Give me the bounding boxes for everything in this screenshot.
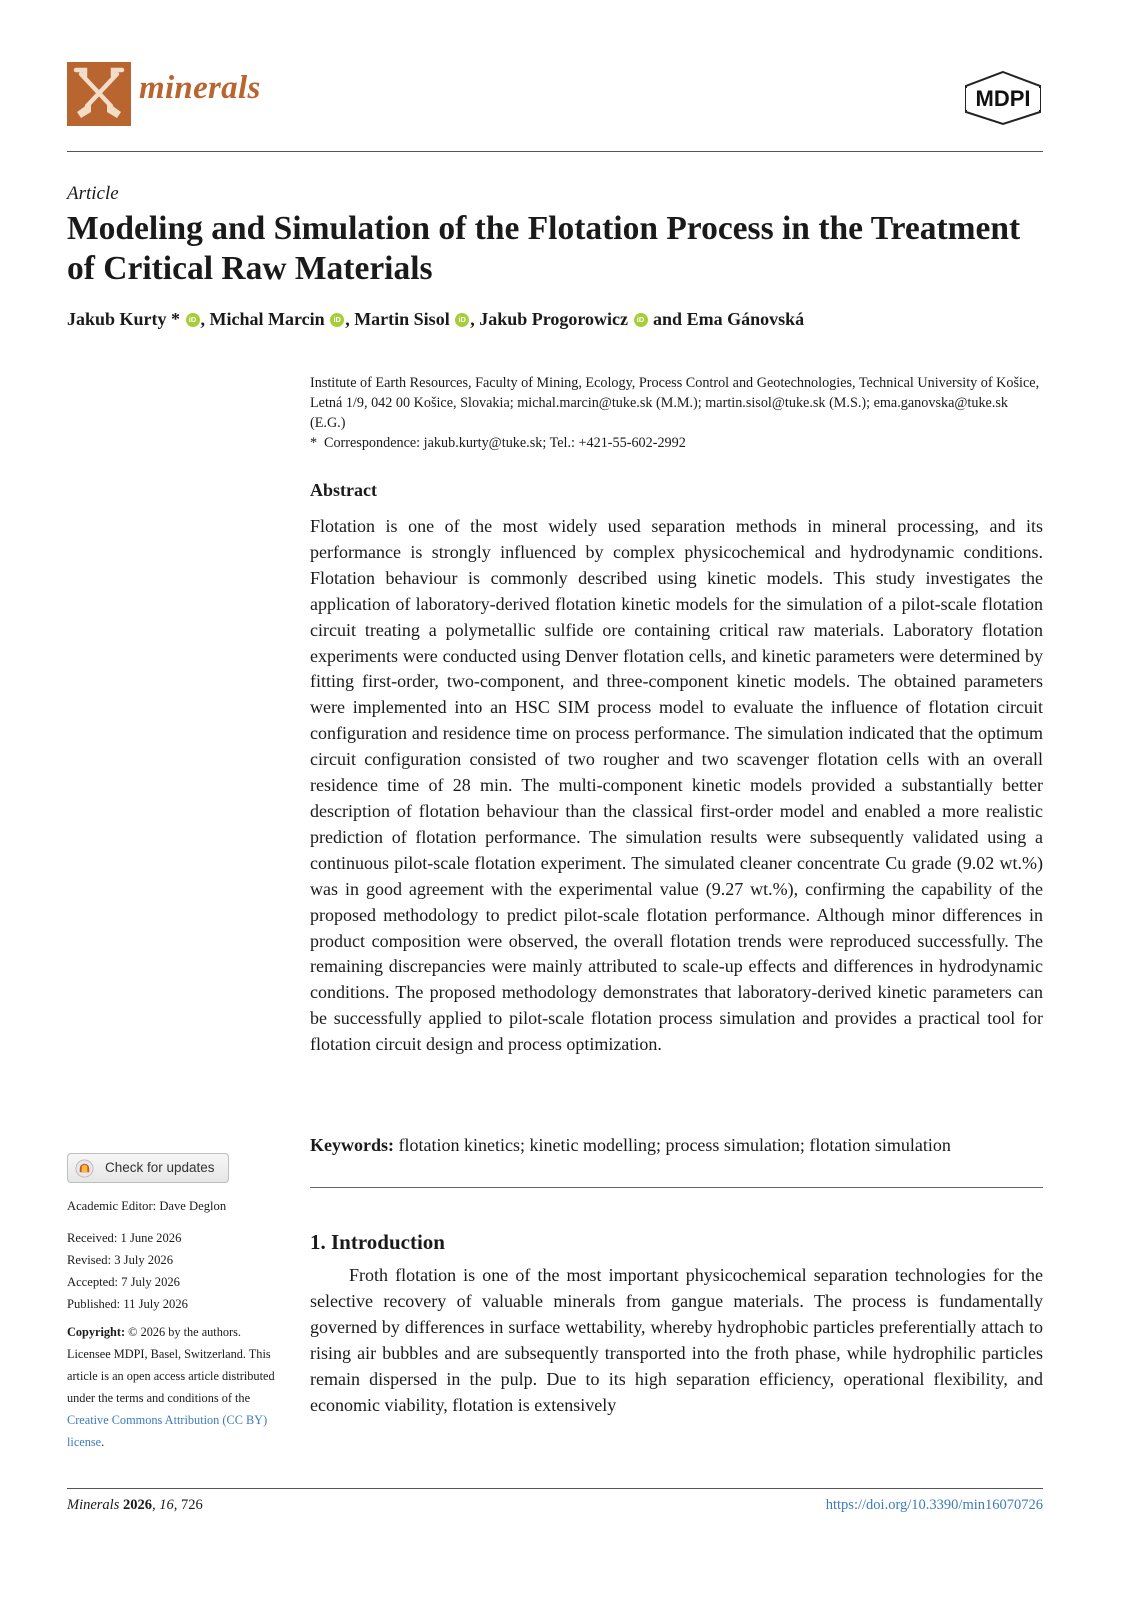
author-name: Jakub Progorowicz xyxy=(479,309,629,329)
affiliations xyxy=(310,373,1045,453)
author-separator: , xyxy=(470,309,480,329)
journal-logo xyxy=(67,62,131,126)
author-name: Michal Marcin xyxy=(209,309,325,329)
orcid-icon[interactable]: iD xyxy=(186,313,200,327)
publisher-logo xyxy=(962,70,1044,126)
author-name: Martin Sisol xyxy=(354,309,450,329)
mdpi-hexagon-icon xyxy=(962,70,1044,126)
copyright-notice xyxy=(67,1321,282,1453)
license-link[interactable]: Creative Commons Attribution (CC BY) license xyxy=(67,1413,268,1449)
article-type: Article xyxy=(67,183,119,204)
academic-editor: Academic Editor: Dave Deglon xyxy=(67,1199,227,1213)
keywords-label: Keywords: xyxy=(310,1135,394,1155)
article-title: Modeling and Simulation of the Flotation Process in the Treatment of Critical Raw Materials xyxy=(67,210,1021,287)
keywords-divider xyxy=(310,1187,1043,1188)
author-list xyxy=(67,309,1067,330)
publication-dates xyxy=(67,1227,282,1315)
keywords xyxy=(310,1134,1043,1156)
check-updates-label: Check for updates xyxy=(105,1160,215,1175)
check-for-updates-button[interactable] xyxy=(67,1153,229,1183)
header-divider xyxy=(67,151,1043,152)
author-name: Ema Gánovská xyxy=(686,309,805,329)
footer-volume: 16 xyxy=(159,1497,174,1513)
accepted-date: Accepted: 7 July 2026 xyxy=(67,1275,180,1289)
introduction-text: Froth flotation is one of the most important physicochemical separation technologies for the selective recovery of valuable minerals from gangue materials. The process is fundamentally governed by differences in surface wettability, whereby hydrophobic particles preferentially attach to rising air bubbles and are subsequently transported into the froth phase, while hydrophilic particles remain dispersed in the pulp. Due to its high separation efficiency, operational flexibility, and economic viability, flotation is extensively xyxy=(310,1265,1043,1415)
copyright-end: . xyxy=(101,1435,105,1449)
journal-name: minerals xyxy=(139,70,261,106)
footer-journal: Minerals xyxy=(67,1497,120,1513)
abstract-text: Flotation is one of the most widely used separation methods in mineral processing, and its performance is strongly influenced by complex physicochemical and hydrodynamic conditions. Flotation behaviour is commonly described using kinetic models. This study investigates the application of laboratory-derived flotation kinetic models for the simulation of a pilot-scale flotation circuit treating a polymetallic sulfide ore containing critical raw materials. Laboratory flotation experiments were conducted using Denver flotation cells, and kinetic parameters were determined by fitting first-order, two-component, and three-component kinetic models. The obtained parameters were implemented into an HSC SIM process model to evaluate the influence of flotation circuit configuration and residence time on process performance. The simulation indicated that the optimum circuit configuration consisted of two rougher and two scavenger flotation cells with an overall residence time of 28 min. The multi-component kinetic models provided a substantially better description of flotation behaviour than the classical first-order model and enabled a more realistic prediction of flotation performance. The simulation results were subsequently validated using a continuous pilot-scale flotation experiment. The simulated cleaner concentrate Cu grade (9.02 wt.%) was in good agreement with the experimental value (9.27 wt.%), confirming the capability of the proposed methodology to predict pilot-scale flotation performance. Although minor differences in product composition were observed, the overall flotation trends were reproduced successfully. The remaining discrepancies were mainly attributed to scale-up effects and differences in hydrodynamic conditions. The proposed methodology demonstrates that laboratory-derived kinetic parameters can be successfully applied to pilot-scale flotation process simulation and provides a practical tool for flotation circuit design and process optimization. xyxy=(310,516,1043,1055)
correspondence-line xyxy=(310,433,1045,453)
doi-link[interactable]: https://doi.org/10.3390/min16070726 xyxy=(825,1497,1043,1513)
author-separator: , xyxy=(200,309,210,329)
footer-article-no: 726 xyxy=(180,1497,203,1513)
published-date: Published: 11 July 2026 xyxy=(67,1297,188,1311)
received-date: Received: 1 June 2026 xyxy=(67,1231,182,1245)
copyright-label: Copyright: xyxy=(67,1325,126,1339)
crossed-shovels-icon xyxy=(67,62,131,126)
abstract-heading: Abstract xyxy=(310,480,377,500)
orcid-icon[interactable]: iD xyxy=(330,313,344,327)
revised-date: Revised: 3 July 2026 xyxy=(67,1253,173,1267)
correspondence-text: Correspondence: jakub.kurty@tuke.sk; Tel.: +421-55-602-2992 xyxy=(324,435,686,451)
keywords-text: flotation kinetics; kinetic modelling; process simulation; flotation simulation xyxy=(398,1135,951,1155)
correspondence-mark: * xyxy=(310,435,318,451)
author-name: Jakub Kurty * xyxy=(67,309,181,329)
footer-divider xyxy=(67,1488,1043,1489)
author-separator: , xyxy=(345,309,355,329)
section-heading-introduction: 1. Introduction xyxy=(310,1230,445,1254)
publisher-name: MDPI xyxy=(975,86,1031,111)
author-separator: and xyxy=(648,309,687,329)
citation: Minerals 2026, 16, 726 xyxy=(67,1497,203,1513)
check-updates-icon xyxy=(75,1159,94,1178)
orcid-icon[interactable]: iD xyxy=(455,313,469,327)
orcid-icon[interactable]: iD xyxy=(634,313,648,327)
footer-year: 2026 xyxy=(122,1497,152,1513)
affiliation-text: Institute of Earth Resources, Faculty of Mining, Ecology, Process Control and Geotechnologies, Technical University of Košice, Letná 1/9, 042 00 Košice, Slovakia; michal.marcin@tuke.sk (M.M.); martin.sisol@tuke.sk (M.S.); ema.ganovska@tuke.sk (E.G.) xyxy=(310,375,1040,431)
copyright-text: © 2026 by the authors. Licensee MDPI, Basel, Switzerland. This article is an open access article distributed under the terms and conditions of the xyxy=(67,1325,275,1405)
